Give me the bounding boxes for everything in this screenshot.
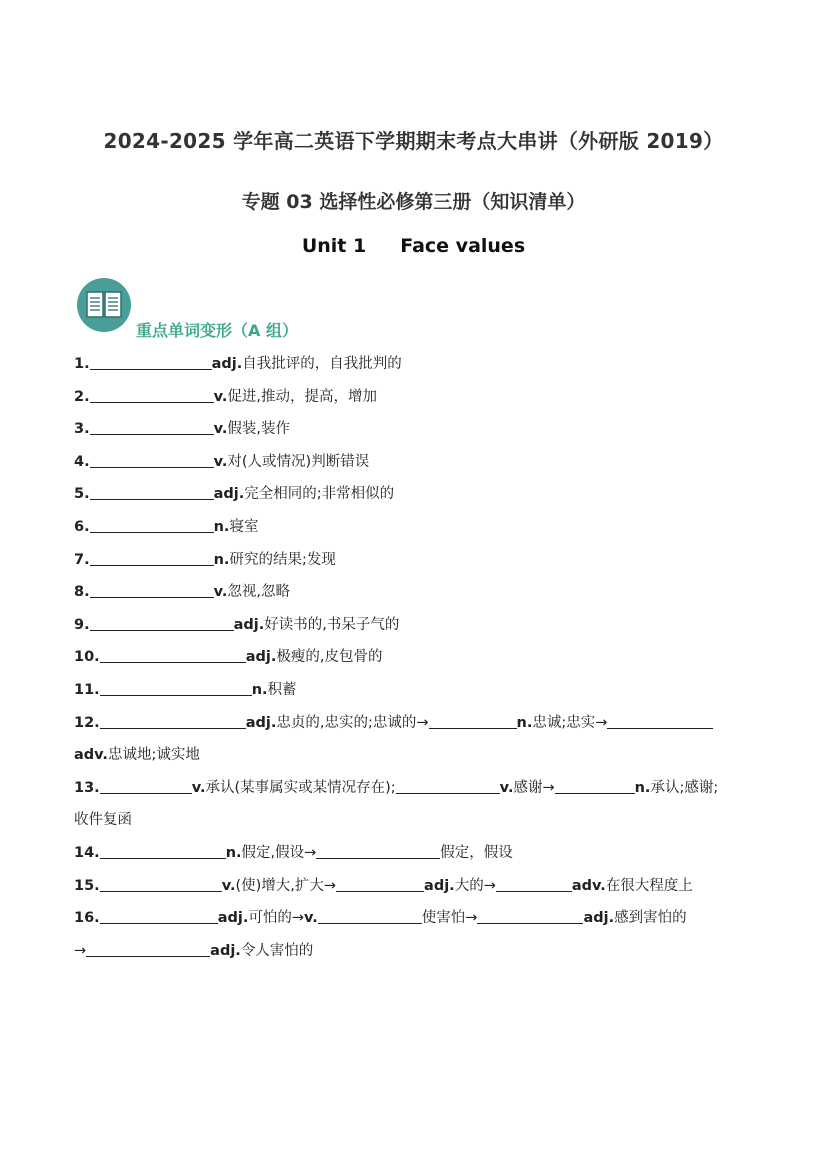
answer-blank[interactable]: [396, 777, 500, 794]
part-of-speech: v.: [213, 388, 228, 405]
answer-blank[interactable]: [90, 353, 212, 370]
meaning: 大的→: [454, 877, 496, 894]
part-of-speech: adj.: [211, 356, 243, 372]
meaning: 假装,装作: [227, 421, 290, 438]
answer-blank[interactable]: [100, 777, 192, 794]
meaning: 承认;感谢;: [650, 779, 719, 796]
answer-blank[interactable]: [100, 712, 246, 729]
meaning: 对(人或情况)判断错误: [227, 453, 370, 470]
meaning: 在很大程度上: [605, 877, 693, 894]
part-of-speech: adj.: [217, 910, 249, 927]
part-of-speech: adv.: [74, 747, 108, 764]
item-number: 10.: [74, 649, 100, 666]
item-number: 12.: [74, 714, 100, 731]
part-of-speech: adj.: [233, 616, 265, 633]
meaning: 收件复函: [74, 812, 132, 829]
item-number: 7.: [74, 551, 90, 568]
part-of-speech: adj.: [245, 649, 277, 666]
meaning: 忠诚;忠实→: [532, 714, 608, 731]
part-of-speech: adj.: [210, 942, 241, 959]
part-of-speech: n.: [213, 551, 230, 568]
part-of-speech: v.: [304, 910, 318, 927]
arrow: →: [74, 942, 87, 959]
list-item: [74, 645, 764, 678]
answer-blank[interactable]: [607, 712, 713, 729]
part-of-speech: n.: [634, 779, 651, 796]
meaning: 自我批评的，自我批判的: [242, 356, 402, 372]
part-of-speech: n.: [225, 844, 242, 861]
list-item-continuation: [74, 743, 764, 776]
meaning: 令人害怕的: [240, 942, 314, 959]
item-number: 5.: [74, 486, 90, 503]
part-of-speech: n.: [251, 681, 268, 698]
unit-label: Unit 1: [301, 235, 367, 257]
list-item: [74, 776, 764, 809]
part-of-speech: adv.: [571, 877, 606, 894]
meaning: 感到害怕的: [614, 910, 687, 927]
answer-blank[interactable]: [318, 907, 422, 924]
answer-blank[interactable]: [90, 418, 214, 435]
meaning: 寝室: [229, 518, 259, 535]
answer-blank[interactable]: [90, 451, 214, 468]
part-of-speech: v.: [191, 779, 206, 796]
part-of-speech: adj.: [424, 877, 455, 894]
list-item: [74, 450, 764, 483]
list-item: [74, 841, 764, 874]
item-number: 4.: [74, 453, 90, 470]
meaning: 使害怕→: [421, 910, 478, 927]
item-number: 15.: [74, 877, 100, 894]
part-of-speech: v.: [213, 421, 228, 438]
part-of-speech: v.: [213, 584, 228, 601]
meaning: 研究的结果;发现: [229, 551, 336, 568]
meaning: 完全相同的;非常相似的: [244, 486, 395, 503]
meaning: 假定,假设→: [241, 844, 317, 861]
answer-blank[interactable]: [90, 386, 214, 403]
section-title: 重点单词变形（A 组）: [136, 321, 298, 340]
answer-blank[interactable]: [496, 875, 572, 892]
answer-blank[interactable]: [100, 875, 222, 892]
item-number: 11.: [74, 681, 100, 698]
list-item: [74, 874, 764, 907]
list-item: [74, 482, 764, 515]
meaning: 促进,推动，提高，增加: [227, 388, 377, 405]
document-title: 2024-2025 学年高二英语下学期期末考点大串讲（外研版 2019）: [103, 129, 724, 153]
part-of-speech: n.: [516, 714, 533, 731]
answer-blank[interactable]: [100, 842, 226, 859]
answer-blank[interactable]: [429, 712, 517, 729]
answer-blank[interactable]: [100, 679, 252, 696]
meaning: 可怕的→: [248, 910, 304, 927]
part-of-speech: adj.: [583, 910, 615, 927]
meaning: 感谢→: [513, 779, 555, 796]
answer-blank[interactable]: [90, 581, 214, 598]
meaning: 忽视,忽略: [227, 584, 290, 601]
meaning: 承认(某事属实或某情况存在);: [205, 779, 396, 796]
list-item: [74, 352, 764, 385]
answer-blank[interactable]: [90, 549, 214, 566]
meaning: 好读书的,书呆子气的: [264, 616, 400, 633]
answer-blank[interactable]: [90, 614, 234, 631]
part-of-speech: adj.: [245, 714, 277, 731]
meaning: (使)增大,扩大→: [235, 877, 337, 894]
section-badge: [77, 278, 131, 332]
answer-blank[interactable]: [555, 777, 635, 794]
part-of-speech: v.: [221, 877, 236, 894]
answer-blank[interactable]: [336, 875, 424, 892]
list-item: [74, 906, 764, 939]
item-number: 13.: [74, 779, 100, 796]
book-icon: [86, 290, 122, 320]
unit-heading: [0, 235, 827, 257]
answer-blank[interactable]: [90, 516, 214, 533]
item-number: 3.: [74, 421, 90, 438]
answer-blank[interactable]: [100, 646, 246, 663]
list-item: [74, 711, 764, 744]
list-item: [74, 613, 764, 646]
list-item: [74, 548, 764, 581]
meaning: 忠诚地;诚实地: [107, 747, 200, 764]
unit-name: Face values: [400, 235, 526, 257]
meaning: 忠贞的,忠实的;忠诚的→: [276, 714, 429, 731]
meaning: 积蓄: [267, 681, 297, 698]
answer-blank[interactable]: [86, 940, 210, 957]
list-item-continuation: [74, 808, 764, 841]
answer-blank[interactable]: [90, 483, 214, 500]
list-item: [74, 417, 764, 450]
list-item: [74, 515, 764, 548]
part-of-speech: adj.: [213, 486, 245, 503]
part-of-speech: n.: [213, 518, 230, 535]
item-number: 14.: [74, 844, 100, 861]
part-of-speech: v.: [499, 779, 514, 796]
item-number: 2.: [74, 388, 90, 405]
answer-blank[interactable]: [100, 907, 218, 924]
part-of-speech: v.: [213, 453, 228, 470]
list-item: [74, 385, 764, 418]
list-item: [74, 678, 764, 711]
meaning: 假定，假设: [440, 844, 513, 861]
vocabulary-list: [74, 352, 764, 971]
meaning: 极瘦的,皮包骨的: [276, 649, 383, 666]
list-item: [74, 580, 764, 613]
item-number: 9.: [74, 616, 90, 633]
item-number: 16.: [74, 910, 100, 927]
item-number: 6.: [74, 518, 90, 535]
answer-blank[interactable]: [477, 907, 583, 924]
answer-blank[interactable]: [316, 842, 440, 859]
document-subtitle: 专题 03 选择性必修第三册（知识清单）: [241, 191, 586, 213]
item-number: 1.: [74, 356, 90, 372]
list-item-continuation: [74, 939, 764, 972]
item-number: 8.: [74, 584, 90, 601]
